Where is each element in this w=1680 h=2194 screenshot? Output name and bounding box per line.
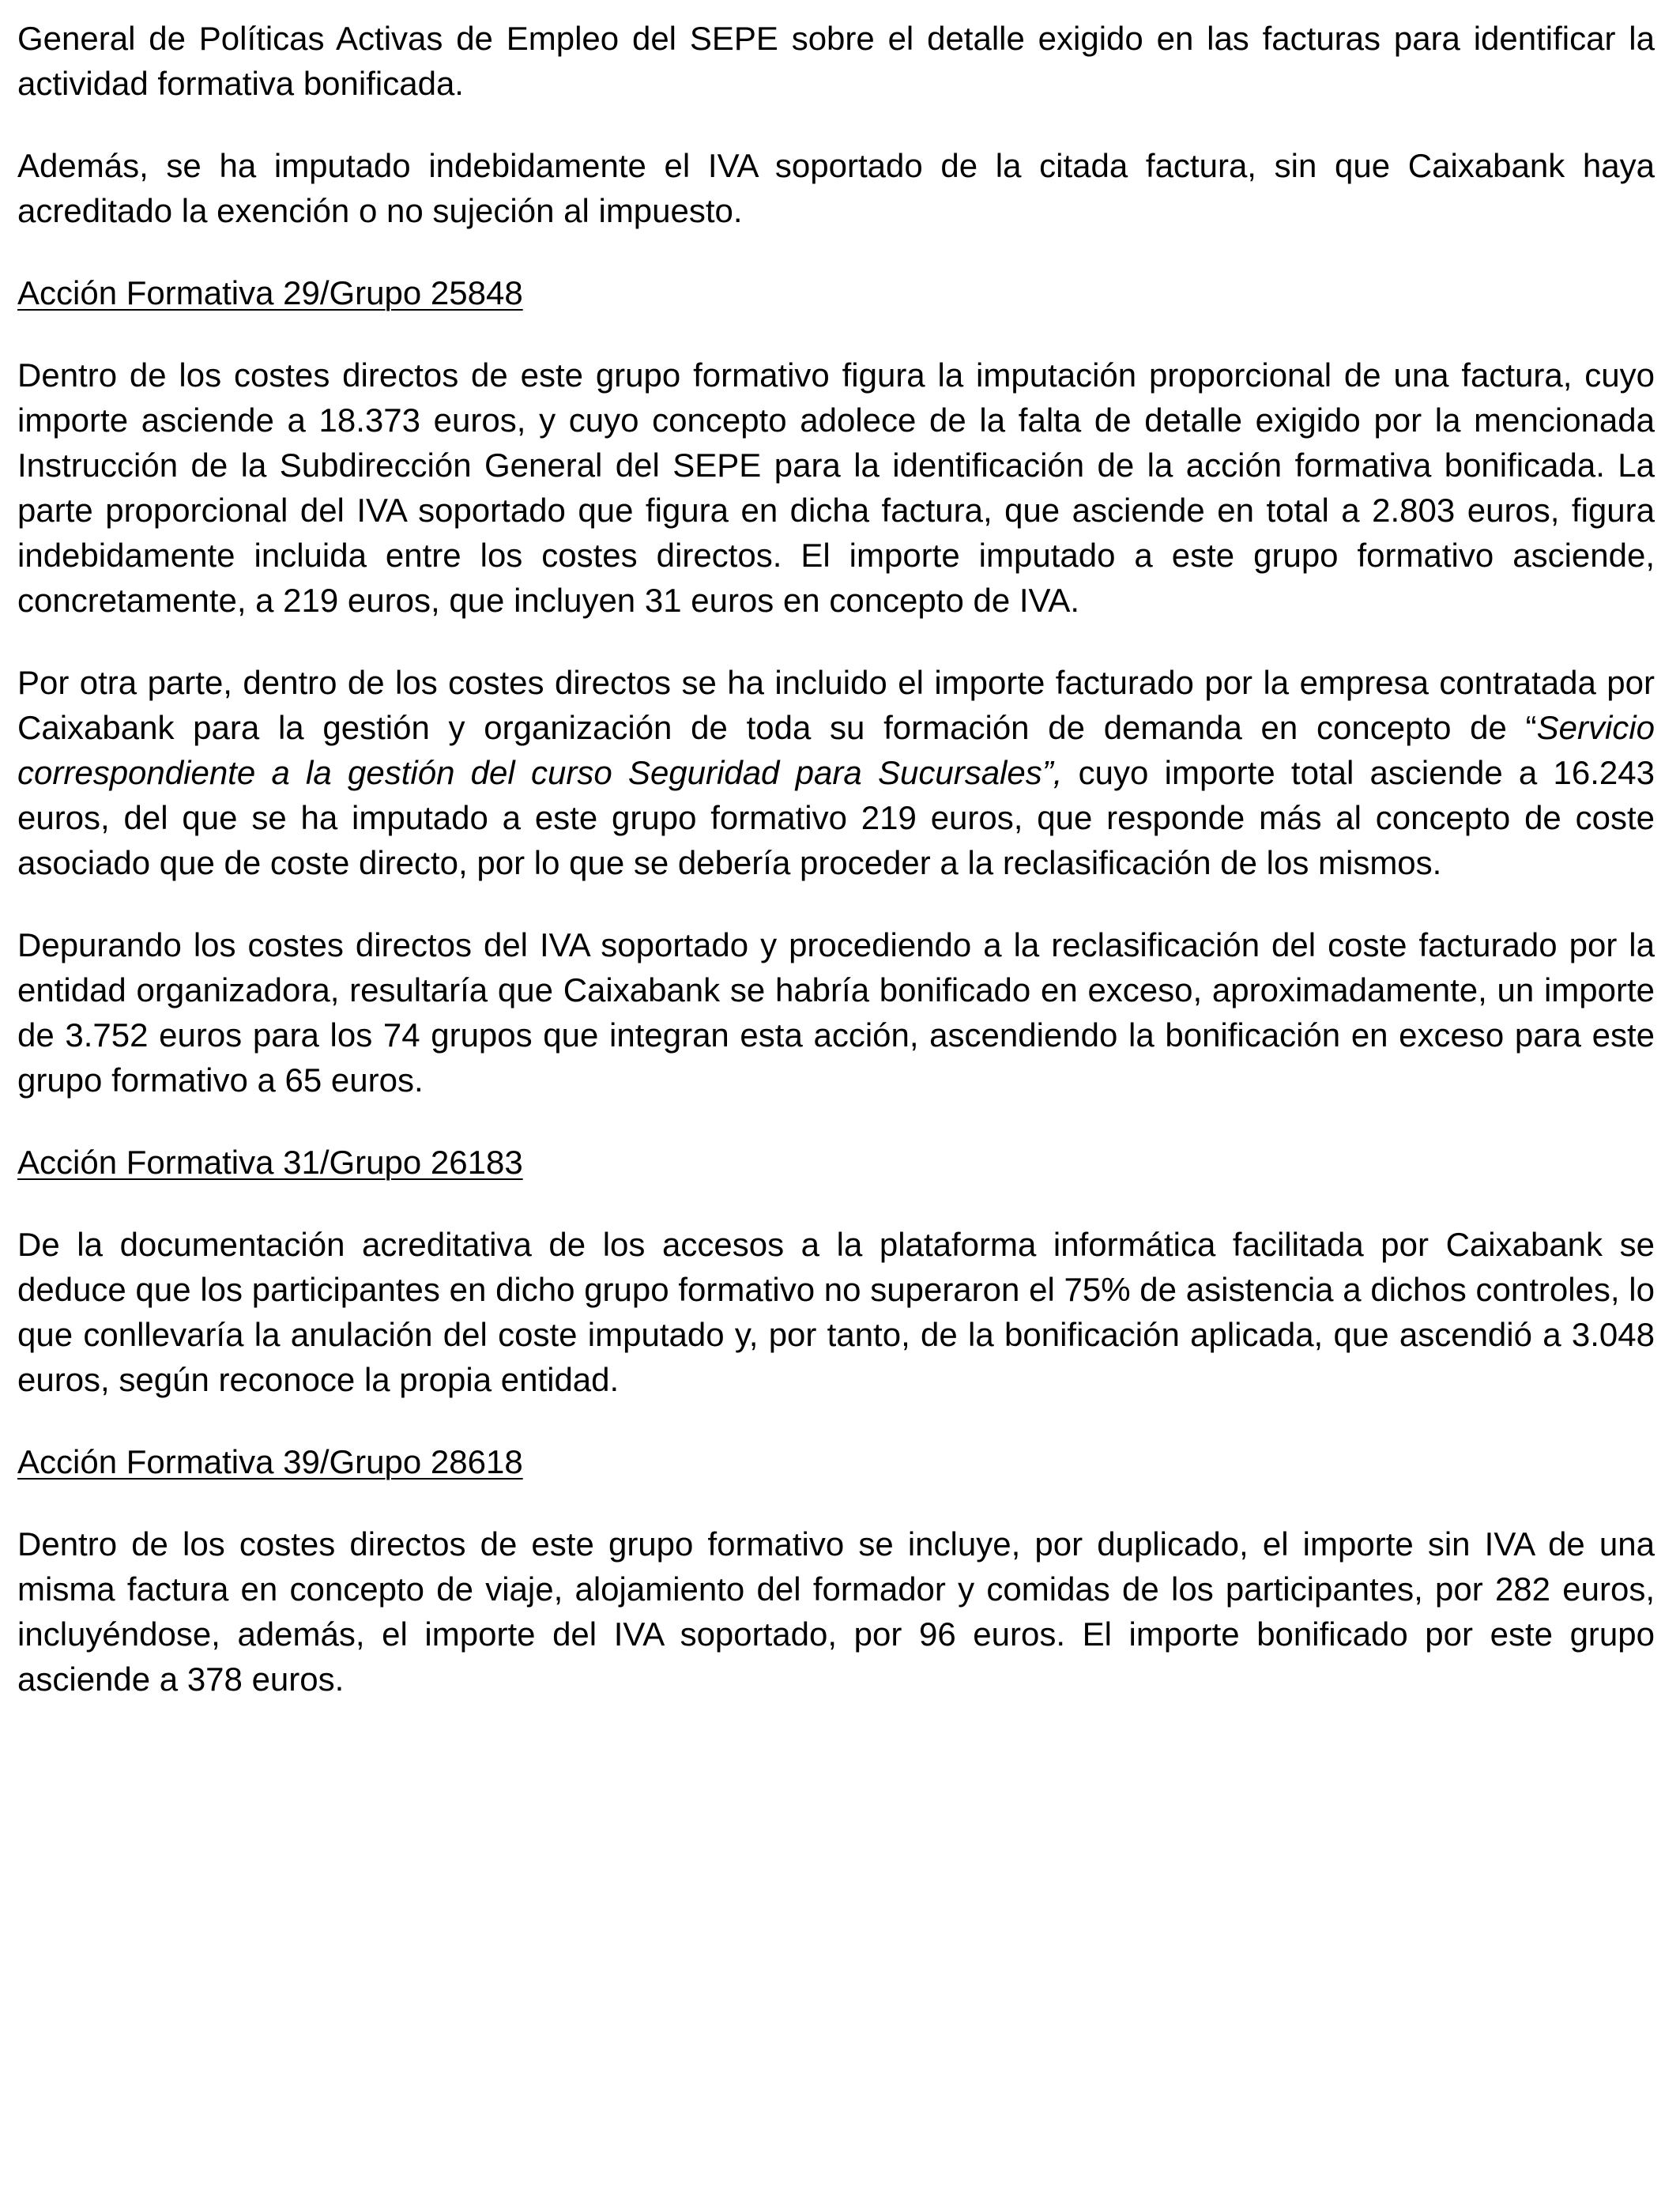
document-page <box>17 16 1655 1739</box>
paragraph-costes-directos-29: Dentro de los costes directos de este grupo formativo figura la imputación proporcional de una factura, cuyo importe asciende a 18.373 euros, y cuyo concepto adolece de la falta de detalle exigido por la mencionada Instrucción de la Subdirección General del SEPE para la identificación de la acción formativa bonificada. La parte proporcional del IVA soportado que figura en dicha factura, que asciende en total a 2.803 euros, figura indebidamente incluida entre los costes directos. El importe imputado a este grupo formativo asciende, concretamente, a 219 euros, que incluyen 31 euros en concepto de IVA. <box>17 356 1655 619</box>
paragraph-intro-continuation: General de Políticas Activas de Empleo del SEPE sobre el detalle exigido en las facturas para identificar la actividad formativa bonificada. <box>17 20 1655 102</box>
paragraph-text-part: cuyo importe total asciende a 16.243 euros, del que se ha imputado a este grupo formativo 219 euros, que responde más al concepto de coste asociado que de coste directo, por lo que se debería proceder a la reclasificación de los mismos. <box>17 754 1656 881</box>
section-heading-accion-31: Acción Formativa 31/Grupo 26183 <box>17 1144 523 1181</box>
paragraph-empresa-contratada <box>17 660 1655 885</box>
paragraph-asistencia: De la documentación acreditativa de los accesos a la plataforma informática facilitada por Caixabank se deduce que los participantes en dicho grupo formativo no superaron el 75% de asistencia a dichos controles, lo que conllevaría la anulación del coste imputado y, por tanto, de la bonificación aplicada, que ascendió a 3.048 euros, según reconoce la propia entidad. <box>17 1226 1655 1398</box>
section-heading-accion-39: Acción Formativa 39/Grupo 28618 <box>17 1443 523 1480</box>
paragraph-depuracion-costes: Depurando los costes directos del IVA soportado y procediendo a la reclasificación del coste facturado por la entidad organizadora, resultaría que Caixabank se habría bonificado en exceso, aproximadamente, un importe de 3.752 euros para los 74 grupos que integran esta acción, ascendiendo la bonificación en exceso para este grupo formativo a 65 euros. <box>17 926 1655 1099</box>
italic-quote: Servicio correspondiente a la gestión del curso Seguridad para Sucursales”, <box>17 709 1655 791</box>
paragraph-factura-duplicada: Dentro de los costes directos de este grupo formativo se incluye, por duplicado, el importe sin IVA de una misma factura en concepto de viaje, alojamiento del formador y comidas de los participantes, por 282 euros, incluyéndose, además, el importe del IVA soportado, por 96 euros. El importe bonificado por este grupo asciende a 378 euros. <box>17 1525 1655 1698</box>
paragraph-iva-imputation: Además, se ha imputado indebidamente el IVA soportado de la citada factura, sin que Caixabank haya acreditado la exención o no sujeción al impuesto. <box>17 147 1655 229</box>
paragraph-text-part: Por otra parte, dentro de los costes directos se ha incluido el importe facturado por la empresa contratada por Caixabank para la gestión y organización de toda su formación de demanda en concepto de “ <box>17 664 1655 746</box>
section-heading-accion-29: Acción Formativa 29/Grupo 25848 <box>17 274 523 311</box>
